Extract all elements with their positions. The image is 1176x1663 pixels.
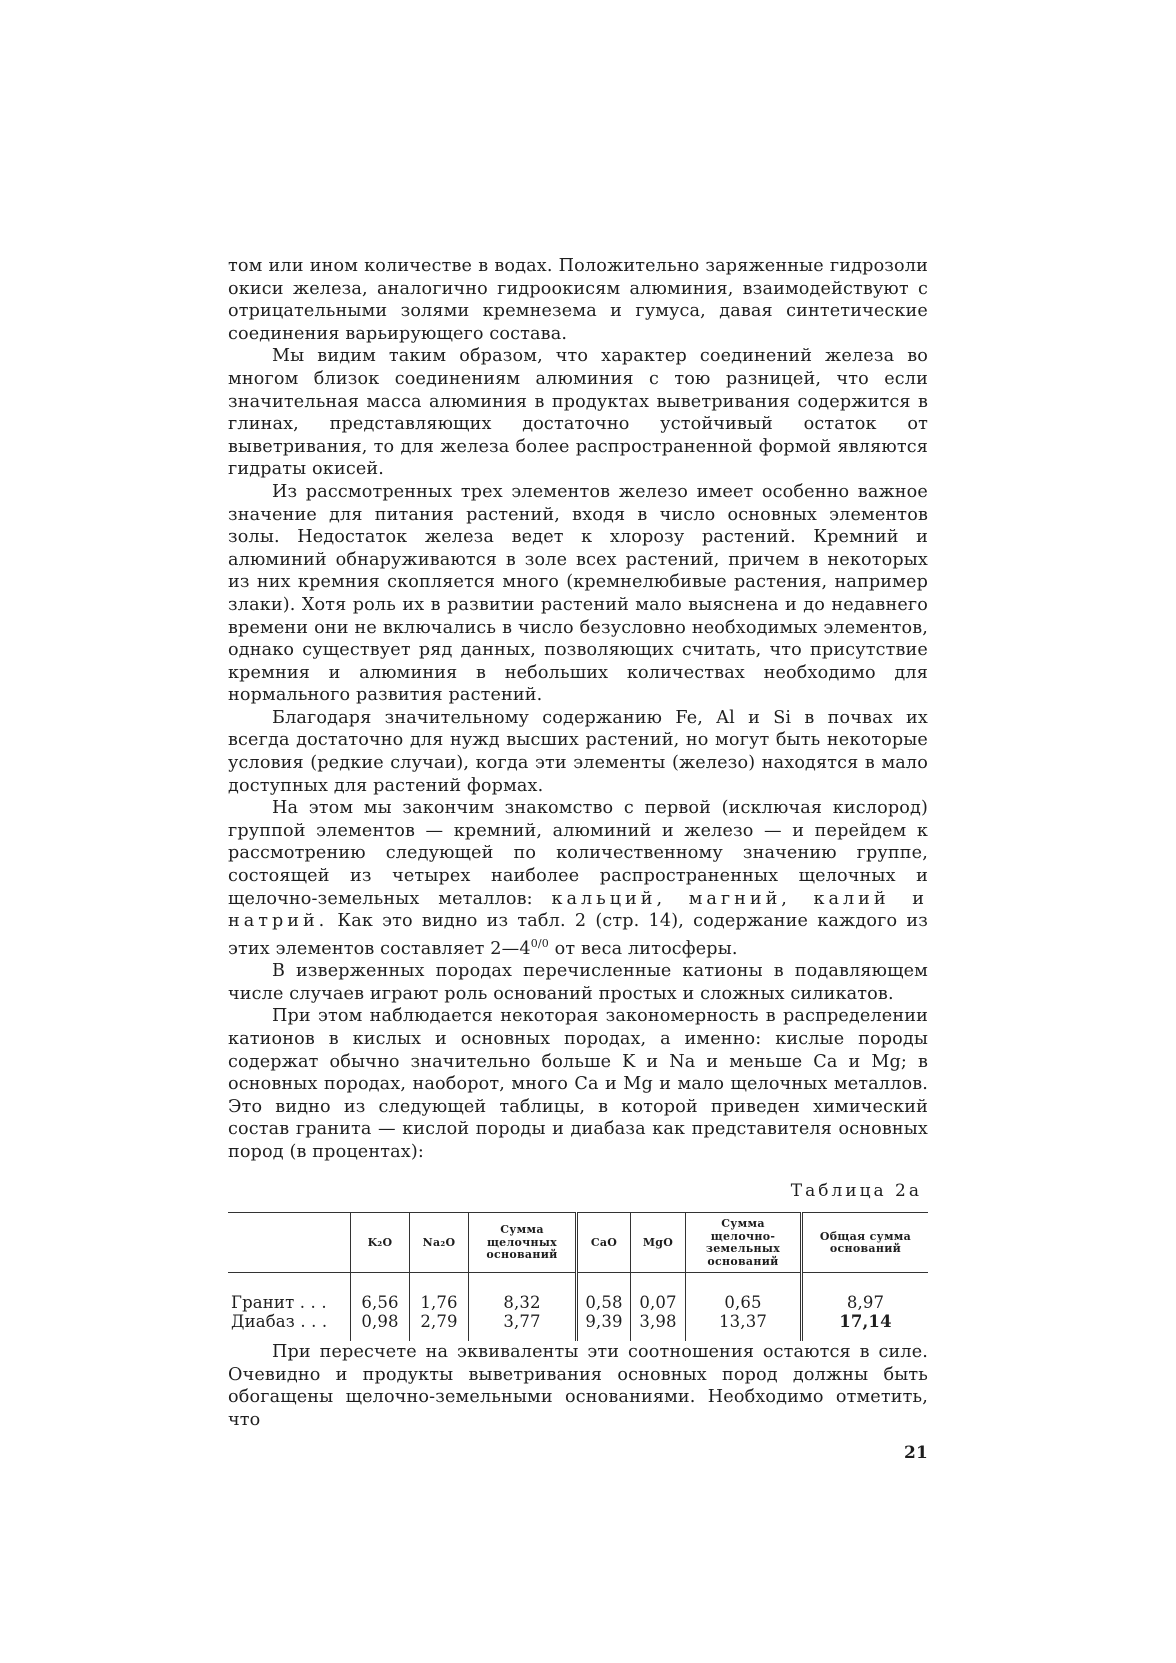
table-row (228, 1293, 928, 1312)
row-label: Диабаз . . . (231, 1312, 328, 1332)
table-spacer-row (228, 1273, 928, 1294)
paragraph-6: В изверженных породах перечисленные катионы в подавляющем числе случаев играют роль оснований простых и сложных силикатов. (228, 961, 928, 1004)
table-cell: 8,32 (469, 1293, 577, 1312)
paragraph-2: Мы видим таким образом, что характер соединений железа во многом близок соединениям алюминия с тою разницей, что если значительная масса алюминия в продуктах выветривания содержится в глинах, представляющих достаточно устойчивый остаток от выветривания, то для железа более распространенной формой являются гидраты окисей. (228, 346, 928, 480)
paragraph-4: Благодаря значительному содержанию Fe, Al и Si в почвах их всегда достаточно для нужд высших растений, но могут быть некоторые условия (редкие случаи), когда эти элементы (железо) находятся в мало доступных для растений формах. (228, 707, 928, 796)
paragraph-3: Из рассмотренных трех элементов железо имеет особенно важное значение для питания растений, входя в число основных элементов золы. Недостаток железа ведет к хлорозу растений. Кремний и алюминий обнаруживаются в золе всех растений, причем в некоторых из них кремния скопляется много (кремнелюбивые растения, например злаки). Хотя роль их в развитии растений мало выяснена и до недавнего времени они не включались в число безусловно необходимых элементов, однако существует ряд данных, позволяющих считать, что присутствие кремния и алюминия в небольших количествах необходимо для нормального развития растений. (228, 481, 928, 706)
table-cell: 3,98 (631, 1312, 686, 1341)
table-cell: 0,07 (631, 1293, 686, 1312)
table-cell: 13,37 (686, 1312, 802, 1341)
page-body (228, 255, 928, 1464)
paragraph-after-table: При пересчете на эквиваленты эти соотношения остаются в силе. Очевидно и продукты выветривания основных пород должны быть обогащены щелочно-земельными основаниями. Необходимо отметить, что (228, 1342, 928, 1430)
table-cell: 17,14 (802, 1312, 929, 1341)
paragraph-1: том или ином количестве в водах. Положительно заряженные гидрозоли окиси железа, аналогично гидроокисям алюминия, взаимодействуют с отрицательными золями кремнезема и гумуса, давая синтетические соединения варьирующего состава. (228, 256, 928, 344)
table-cell: 6,56 (351, 1293, 410, 1312)
header-total-sum: Общая сумма оснований (802, 1213, 929, 1273)
table-caption: Таблица 2а (790, 1180, 922, 1201)
header-k2o: K₂O (351, 1213, 410, 1273)
header-mgo: MgO (631, 1213, 686, 1273)
table-row (228, 1312, 928, 1341)
percent-sign: 0/0 (530, 936, 549, 950)
paragraph-7: При этом наблюдается некоторая закономерность в распределении катионов в кислых и основных породах, а именно: кислые породы содержат обычно значительно больше K и Na и меньше Ca и Mg; в основных породах, наоборот, много Ca и Mg и мало щелочных металлов. Это видно из следующей таблицы, в которой приведен химический состав гранита — кислой породы и диабаза как представителя основных пород (в процентах): (228, 1006, 928, 1163)
table-cell: 3,77 (469, 1312, 577, 1341)
header-empty (228, 1213, 351, 1273)
paragraph-5-part-b: Как это видно из табл. 2 (стр. 14), содержание каждого из этих элементов составляет 2—4 (228, 911, 928, 959)
table-header-row (228, 1213, 928, 1273)
table-cell: 9,39 (577, 1312, 631, 1341)
row-label: Гранит . . . (231, 1293, 327, 1313)
paragraph-5-part-a: На этом мы закончим знакомство с первой (исключая кислород) группой элементов — кремний, алюминий и железо — и перейдем к рассмотрению следующей по количественному значению группе, состоящей из четырех наиболее распространенных щелочных и щелочно-земельных металлов: (228, 798, 928, 909)
header-cao: CaO (577, 1213, 631, 1273)
table-cell: 2,79 (410, 1312, 469, 1341)
table-cell: 1,76 (410, 1293, 469, 1312)
table-cell: 0,58 (577, 1293, 631, 1312)
composition-table (228, 1212, 928, 1341)
table-cell: 8,97 (802, 1293, 929, 1312)
metals-list: кальций, магний, калий и натрий. (228, 888, 928, 932)
header-alkaline-earth-sum: Сумма щелочно-земельных оснований (686, 1213, 802, 1273)
paragraph-5 (228, 797, 928, 960)
table-cell: 0,65 (686, 1293, 802, 1312)
header-alkali-sum: Сумма щелочных оснований (469, 1213, 577, 1273)
paragraph-5-part-c: от веса литосферы. (554, 938, 738, 959)
table-cell: 0,98 (351, 1312, 410, 1341)
header-na2o: Na₂O (410, 1213, 469, 1273)
page-number: 21 (904, 1442, 928, 1463)
